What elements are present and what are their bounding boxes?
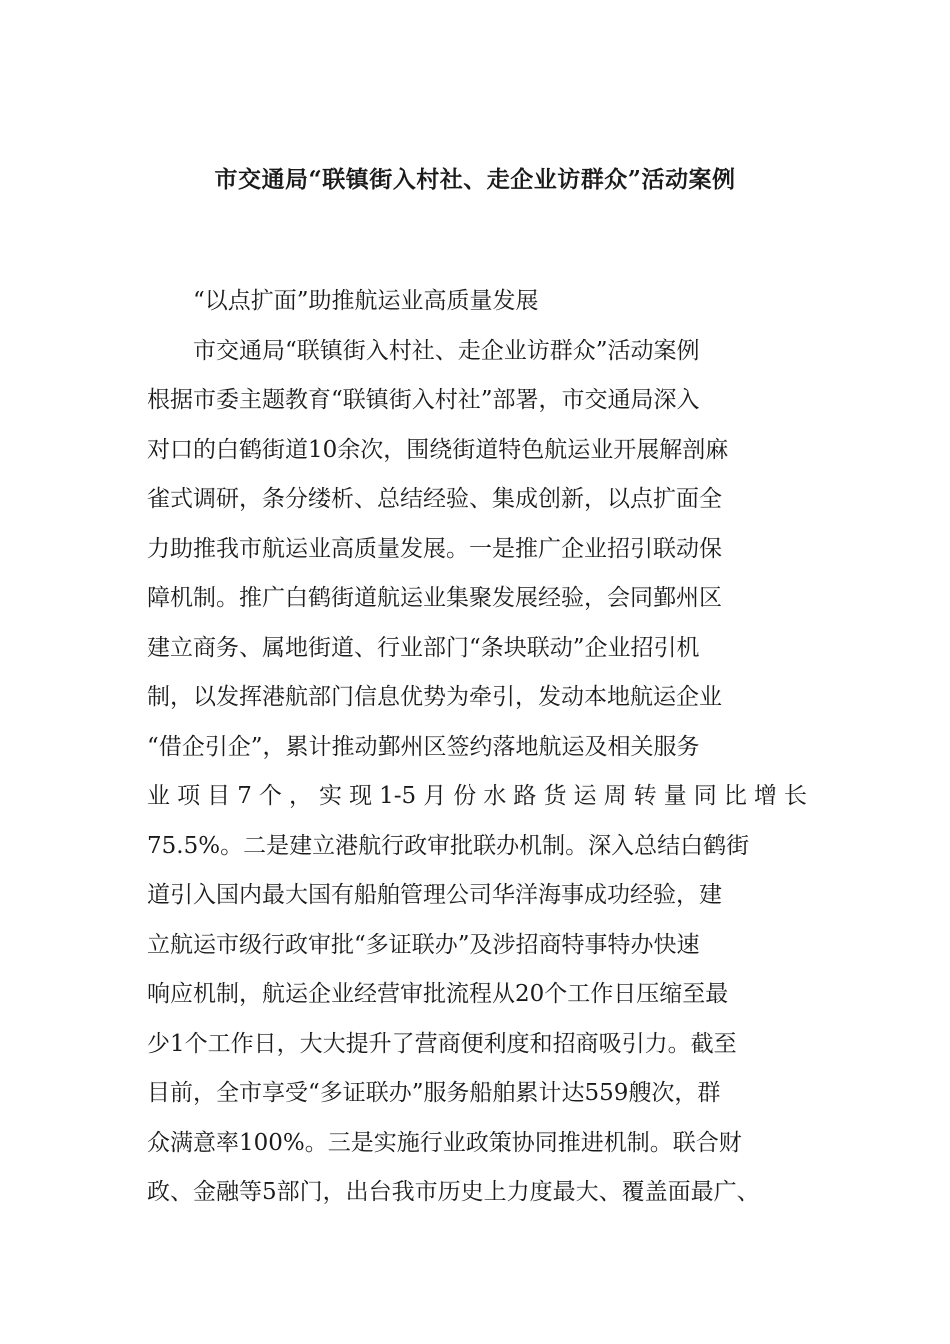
body-line: 建立商务、属地街道、行业部门“条块联动”企业招引机 [147, 634, 700, 661]
body-line: 道引入国内最大国有船舶管理公司华洋海事成功经验，建 [147, 882, 722, 908]
body-line: 众满意率100%。三是实施行业政策协同推进机制。联合财 [147, 1129, 742, 1156]
body-line: “借企引企”，累计推动鄞州区签约落地航运及相关服务 [147, 733, 700, 760]
body-line: 业项目7个，实现1-5月份水路货运周转量同比增长 [147, 783, 807, 809]
body-line: 立航运市级行政审批“多证联办”及涉招商特事特办快速 [147, 931, 700, 958]
document-title: 市交通局“联镇街入村社、走企业访群众”活动案例 [214, 166, 736, 193]
document-subtitle: “以点扩面”助推航运业高质量发展 [193, 288, 539, 314]
repeat-title-line: 市交通局“联镇街入村社、走企业访群众”活动案例 [193, 337, 700, 364]
document-body [147, 277, 807, 1218]
body-line: 少1个工作日，大大提升了营商便利度和招商吸引力。截至 [147, 1030, 737, 1057]
body-line: 力助推我市航运业高质量发展。一是推广企业招引联动保 [147, 535, 722, 562]
body-line: 75.5%。二是建立港航行政审批联办机制。深入总结白鹤街 [147, 832, 750, 859]
body-line: 障机制。推广白鹤街道航运业集聚发展经验，会同鄞州区 [147, 585, 722, 611]
body-line: 政、金融等5部门，出台我市历史上力度最大、覆盖面最广、 [147, 1179, 760, 1205]
body-line: 响应机制，航运企业经营审批流程从20个工作日压缩至最 [147, 981, 729, 1007]
body-line: 对口的白鹤街道10余次，围绕街道特色航运业开展解剖麻 [147, 436, 729, 463]
body-line: 制，以发挥港航部门信息优势为牵引，发动本地航运企业 [147, 684, 722, 710]
body-line: 根据市委主题教育“联镇街入村社”部署，市交通局深入 [147, 387, 700, 413]
body-line: 雀式调研，条分缕析、总结经验、集成创新，以点扩面全 [147, 486, 722, 512]
body-line: 目前，全市享受“多证联办”服务船舶累计达559艘次，群 [147, 1080, 721, 1106]
